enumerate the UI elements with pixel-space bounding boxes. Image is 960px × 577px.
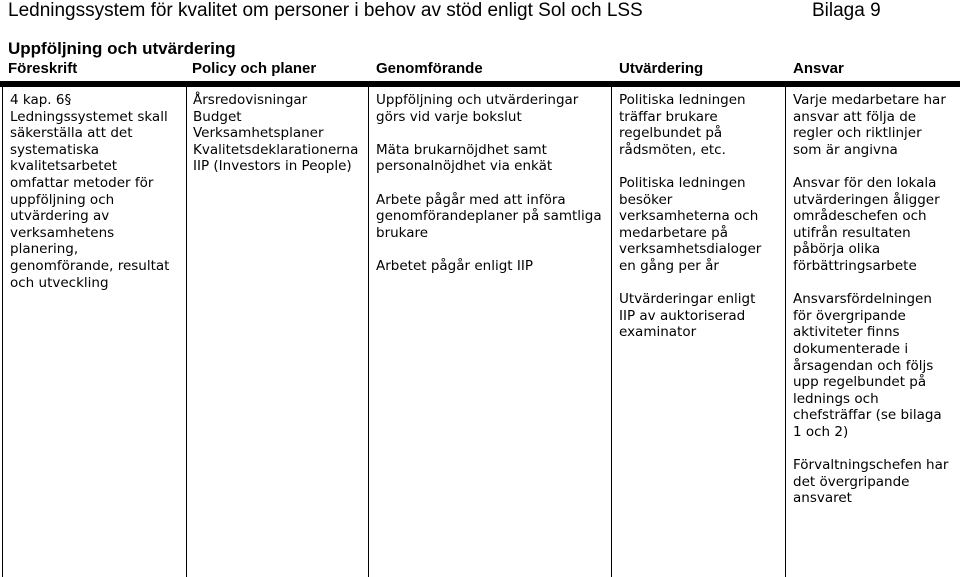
paragraph	[619, 291, 783, 341]
column-header-policy: Policy och planer	[192, 60, 317, 77]
paragraph	[376, 92, 608, 125]
cell-line: Mäta brukarnöjdhet samt	[376, 141, 547, 158]
cell-line: personalnöjdhet via enkät	[376, 158, 553, 175]
cell-line: träffar brukare	[619, 108, 718, 125]
cell-ansvar	[793, 92, 957, 507]
cell-line: Verksamhetsplaner	[193, 125, 324, 142]
appendix-label: Bilaga 9	[812, 0, 881, 21]
cell-line: Varje medarbetare har	[793, 92, 946, 108]
section-subtitle: Uppföljning och utvärdering	[8, 39, 236, 58]
cell-line: utifrån resultaten	[793, 224, 911, 241]
cell-line: verksamhetsdialoger	[619, 241, 762, 258]
cell-line: en gång per år	[619, 257, 719, 274]
cell-line: brukare	[376, 224, 429, 241]
cell-line: områdeschefen och	[793, 208, 927, 225]
cell-policy	[193, 92, 365, 175]
cell-line: Utvärderingar enligt	[619, 291, 756, 308]
cell-line: Politiska ledningen	[619, 92, 746, 108]
cell-line: regler och riktlinjer	[793, 125, 922, 142]
cell-utvardering	[619, 92, 783, 341]
cell-line: årsagendan och följs	[793, 357, 934, 374]
column-header-ansvar: Ansvar	[793, 60, 844, 77]
cell-line: Uppföljning och utvärderingar	[376, 92, 579, 108]
cell-line: Politiska ledningen	[619, 174, 746, 191]
cell-line: chefsträffar (se bilaga	[793, 407, 942, 424]
cell-line: Arbetet pågår enligt IIP	[376, 257, 533, 274]
paragraph	[376, 142, 608, 175]
column-header-genomforande: Genomförande	[376, 60, 483, 77]
cell-line: upp regelbundet på	[793, 374, 927, 391]
column-divider	[785, 87, 786, 577]
cell-line: Budget	[193, 108, 242, 125]
cell-line: IIP av auktoriserad	[619, 307, 746, 324]
cell-line: genomförandeplaner på samtliga	[376, 208, 602, 225]
page-header	[0, 0, 960, 88]
cell-line: görs vid varje bokslut	[376, 108, 522, 125]
cell-line: dokumenterade i	[793, 340, 909, 357]
cell-line: det övergripande	[793, 473, 910, 490]
cell-line: och utveckling	[10, 274, 109, 291]
cell-line: verksamhetens	[10, 224, 115, 241]
cell-line: lednings och	[793, 390, 879, 407]
cell-line: påbörja olika	[793, 241, 881, 258]
column-divider	[368, 87, 369, 577]
table-border-left	[2, 87, 3, 577]
cell-line: Ledningssystemet skall	[10, 108, 168, 125]
paragraph	[376, 258, 608, 275]
cell-line: utvärderingen åligger	[793, 191, 940, 208]
cell-line: Förvaltningschefen har	[793, 457, 949, 474]
cell-line: systematiska	[10, 141, 100, 158]
cell-line: förbättringsarbete	[793, 257, 917, 274]
column-header-utvardering: Utvärdering	[619, 60, 704, 77]
cell-line: medarbetare på	[619, 224, 728, 241]
cell-line: Ansvar för den lokala	[793, 174, 937, 191]
cell-line: 4 kap. 6§	[10, 92, 72, 108]
paragraph	[376, 192, 608, 242]
cell-line: IIP (Investors in People)	[193, 158, 352, 175]
cell-line: kvalitetsarbetet	[10, 158, 118, 175]
cell-foreskrift	[10, 92, 182, 291]
column-header-foreskrift: Föreskrift	[8, 60, 78, 77]
column-divider	[611, 87, 612, 577]
cell-genomforande	[376, 92, 608, 275]
column-divider	[186, 87, 187, 577]
cell-line: examinator	[619, 324, 697, 341]
cell-line: Årsredovisningar	[193, 92, 308, 108]
document-title: Ledningssystem för kvalitet om personer i behov av stöd enligt Sol och LSS	[8, 0, 643, 21]
cell-line: verksamheterna och	[619, 208, 759, 225]
paragraph	[793, 457, 957, 507]
cell-line: rådsmöten, etc.	[619, 141, 726, 158]
cell-line: som är angivna	[793, 141, 898, 158]
cell-line: säkerställa att det	[10, 125, 133, 142]
paragraph	[793, 291, 957, 440]
cell-line: utvärdering av	[10, 208, 110, 225]
paragraph	[619, 175, 783, 275]
cell-line: genomförande, resultat	[10, 257, 170, 274]
cell-line: Arbete pågår med att införa	[376, 191, 566, 208]
cell-line: besöker	[619, 191, 673, 208]
paragraph	[793, 92, 957, 158]
cell-line: regelbundet på	[619, 125, 723, 142]
cell-line: planering,	[10, 241, 79, 258]
cell-line: Ansvarsfördelningen	[793, 291, 932, 308]
cell-line: omfattar metoder för	[10, 174, 154, 191]
cell-line: uppföljning och	[10, 191, 115, 208]
cell-line: ansvaret	[793, 490, 852, 507]
cell-line: ansvar att följa de	[793, 108, 917, 125]
paragraph	[793, 175, 957, 275]
cell-line: 1 och 2)	[793, 423, 849, 440]
cell-line: aktiviteter finns	[793, 324, 900, 341]
header-divider	[0, 81, 960, 87]
cell-line: för övergripande	[793, 307, 906, 324]
cell-line: Kvalitetsdeklarationerna	[193, 141, 359, 158]
paragraph	[619, 92, 783, 158]
